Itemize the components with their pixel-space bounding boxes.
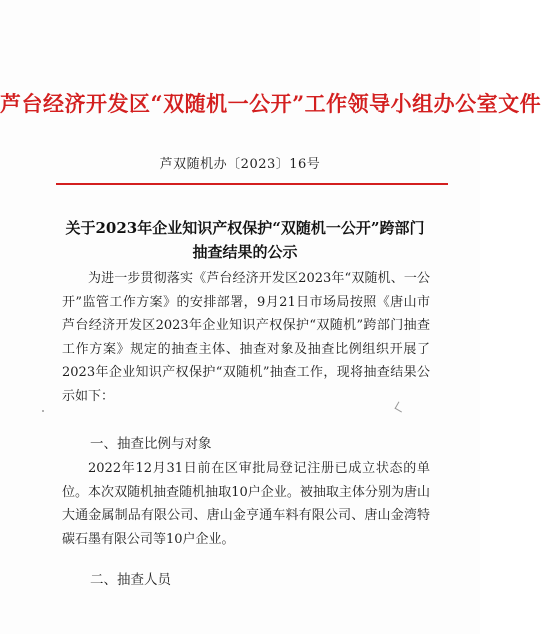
document-number: 芦双随机办〔2023〕16号: [159, 157, 321, 172]
section-heading-2: 二、抽查人员: [90, 572, 171, 588]
org-header-title: 芦台经济开发区“双随机一公开”工作领导小组办公室文件: [0, 91, 541, 116]
section-heading-1: 一、抽查比例与对象: [90, 436, 212, 452]
section-1-paragraph: 2022年12月31日前在区审批局登记注册已成立状态的单位。本次双随机抽查随机抽取10户企业。被抽取主体分别为唐山大通金属制品有限公司、唐山金亨通车料有限公司、唐山金湾特碳石墨有限公司等10户企业。: [62, 461, 430, 547]
intro-paragraph: 为进一步贯彻落实《芦台经济开发区2023年“双随机、一公开”监管工作方案》的安排部署，9月21日市场局按照《唐山市芦台经济开发区2023年企业知识产权保护“双随机”跨部门抽查工作方案》规定的抽查主体、抽查对象及抽查比例组织开展了2023年企业知识产权保护“双随机”抽查工作，现将抽查结果公示如下：: [62, 271, 430, 404]
document-title: 关于2023年企业知识产权保护“双随机一公开”跨部门抽查结果的公示: [65, 219, 425, 261]
header-divider: [56, 183, 448, 185]
scan-speck: [42, 410, 44, 412]
